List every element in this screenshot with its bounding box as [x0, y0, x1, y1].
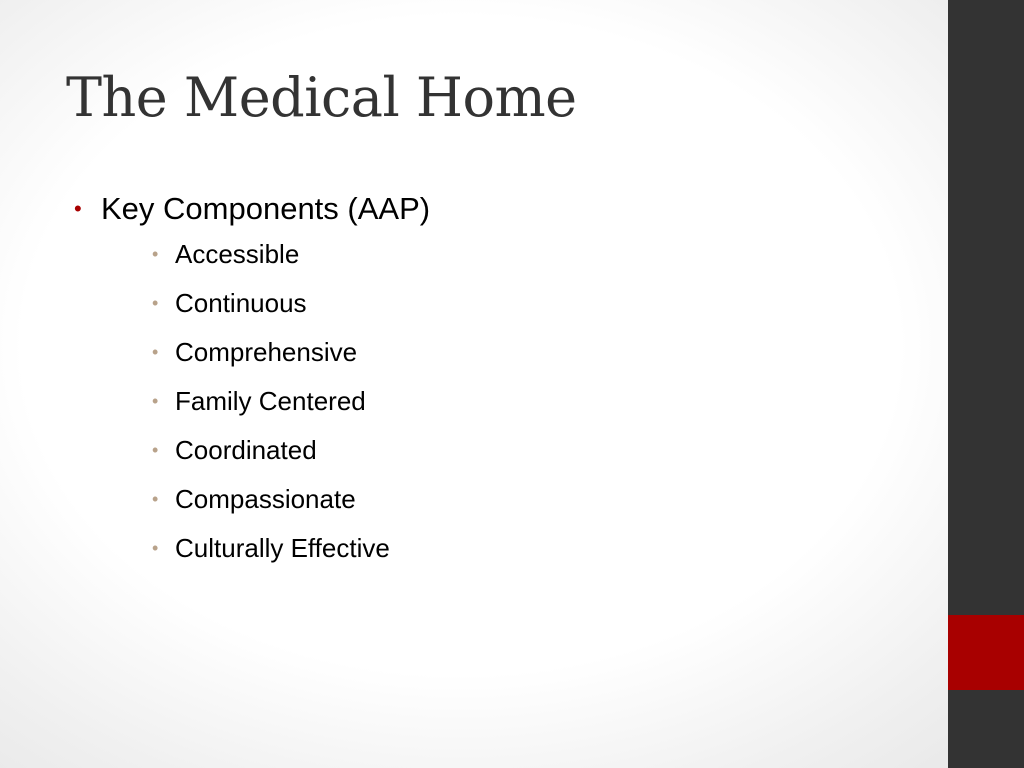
- sub-bullet-icon: •: [152, 293, 159, 313]
- sub-bullet-list: [74, 236, 914, 566]
- sub-bullet-text: Compassionate: [175, 484, 356, 514]
- sub-bullet-text: Family Centered: [175, 386, 366, 416]
- slide-content: [74, 188, 914, 579]
- sub-bullet-item: [152, 530, 914, 566]
- sub-bullet-text: Comprehensive: [175, 337, 358, 367]
- bullet-icon: •: [74, 196, 82, 221]
- sub-bullet-icon: •: [152, 440, 159, 460]
- sub-bullet-text: Accessible: [175, 239, 300, 269]
- sub-bullet-item: [152, 334, 914, 370]
- slide-title: The Medical Home: [66, 66, 577, 129]
- sub-bullet-icon: •: [152, 391, 159, 411]
- accent-block: [948, 615, 1024, 690]
- sub-bullet-item: [152, 432, 914, 468]
- sub-bullet-icon: •: [152, 489, 159, 509]
- sub-bullet-item: [152, 236, 914, 272]
- sub-bullet-item: [152, 383, 914, 419]
- main-bullet-text: Key Components (AAP): [101, 191, 431, 226]
- sub-bullet-item: [152, 285, 914, 321]
- sub-bullet-text: Continuous: [175, 288, 307, 318]
- sub-bullet-icon: •: [152, 538, 159, 558]
- sub-bullet-text: Culturally Effective: [175, 533, 390, 563]
- sub-bullet-icon: •: [152, 342, 159, 362]
- sub-bullet-text: Coordinated: [175, 435, 317, 465]
- sub-bullet-item: [152, 481, 914, 517]
- main-bullet-item: [74, 188, 914, 230]
- sub-bullet-icon: •: [152, 244, 159, 264]
